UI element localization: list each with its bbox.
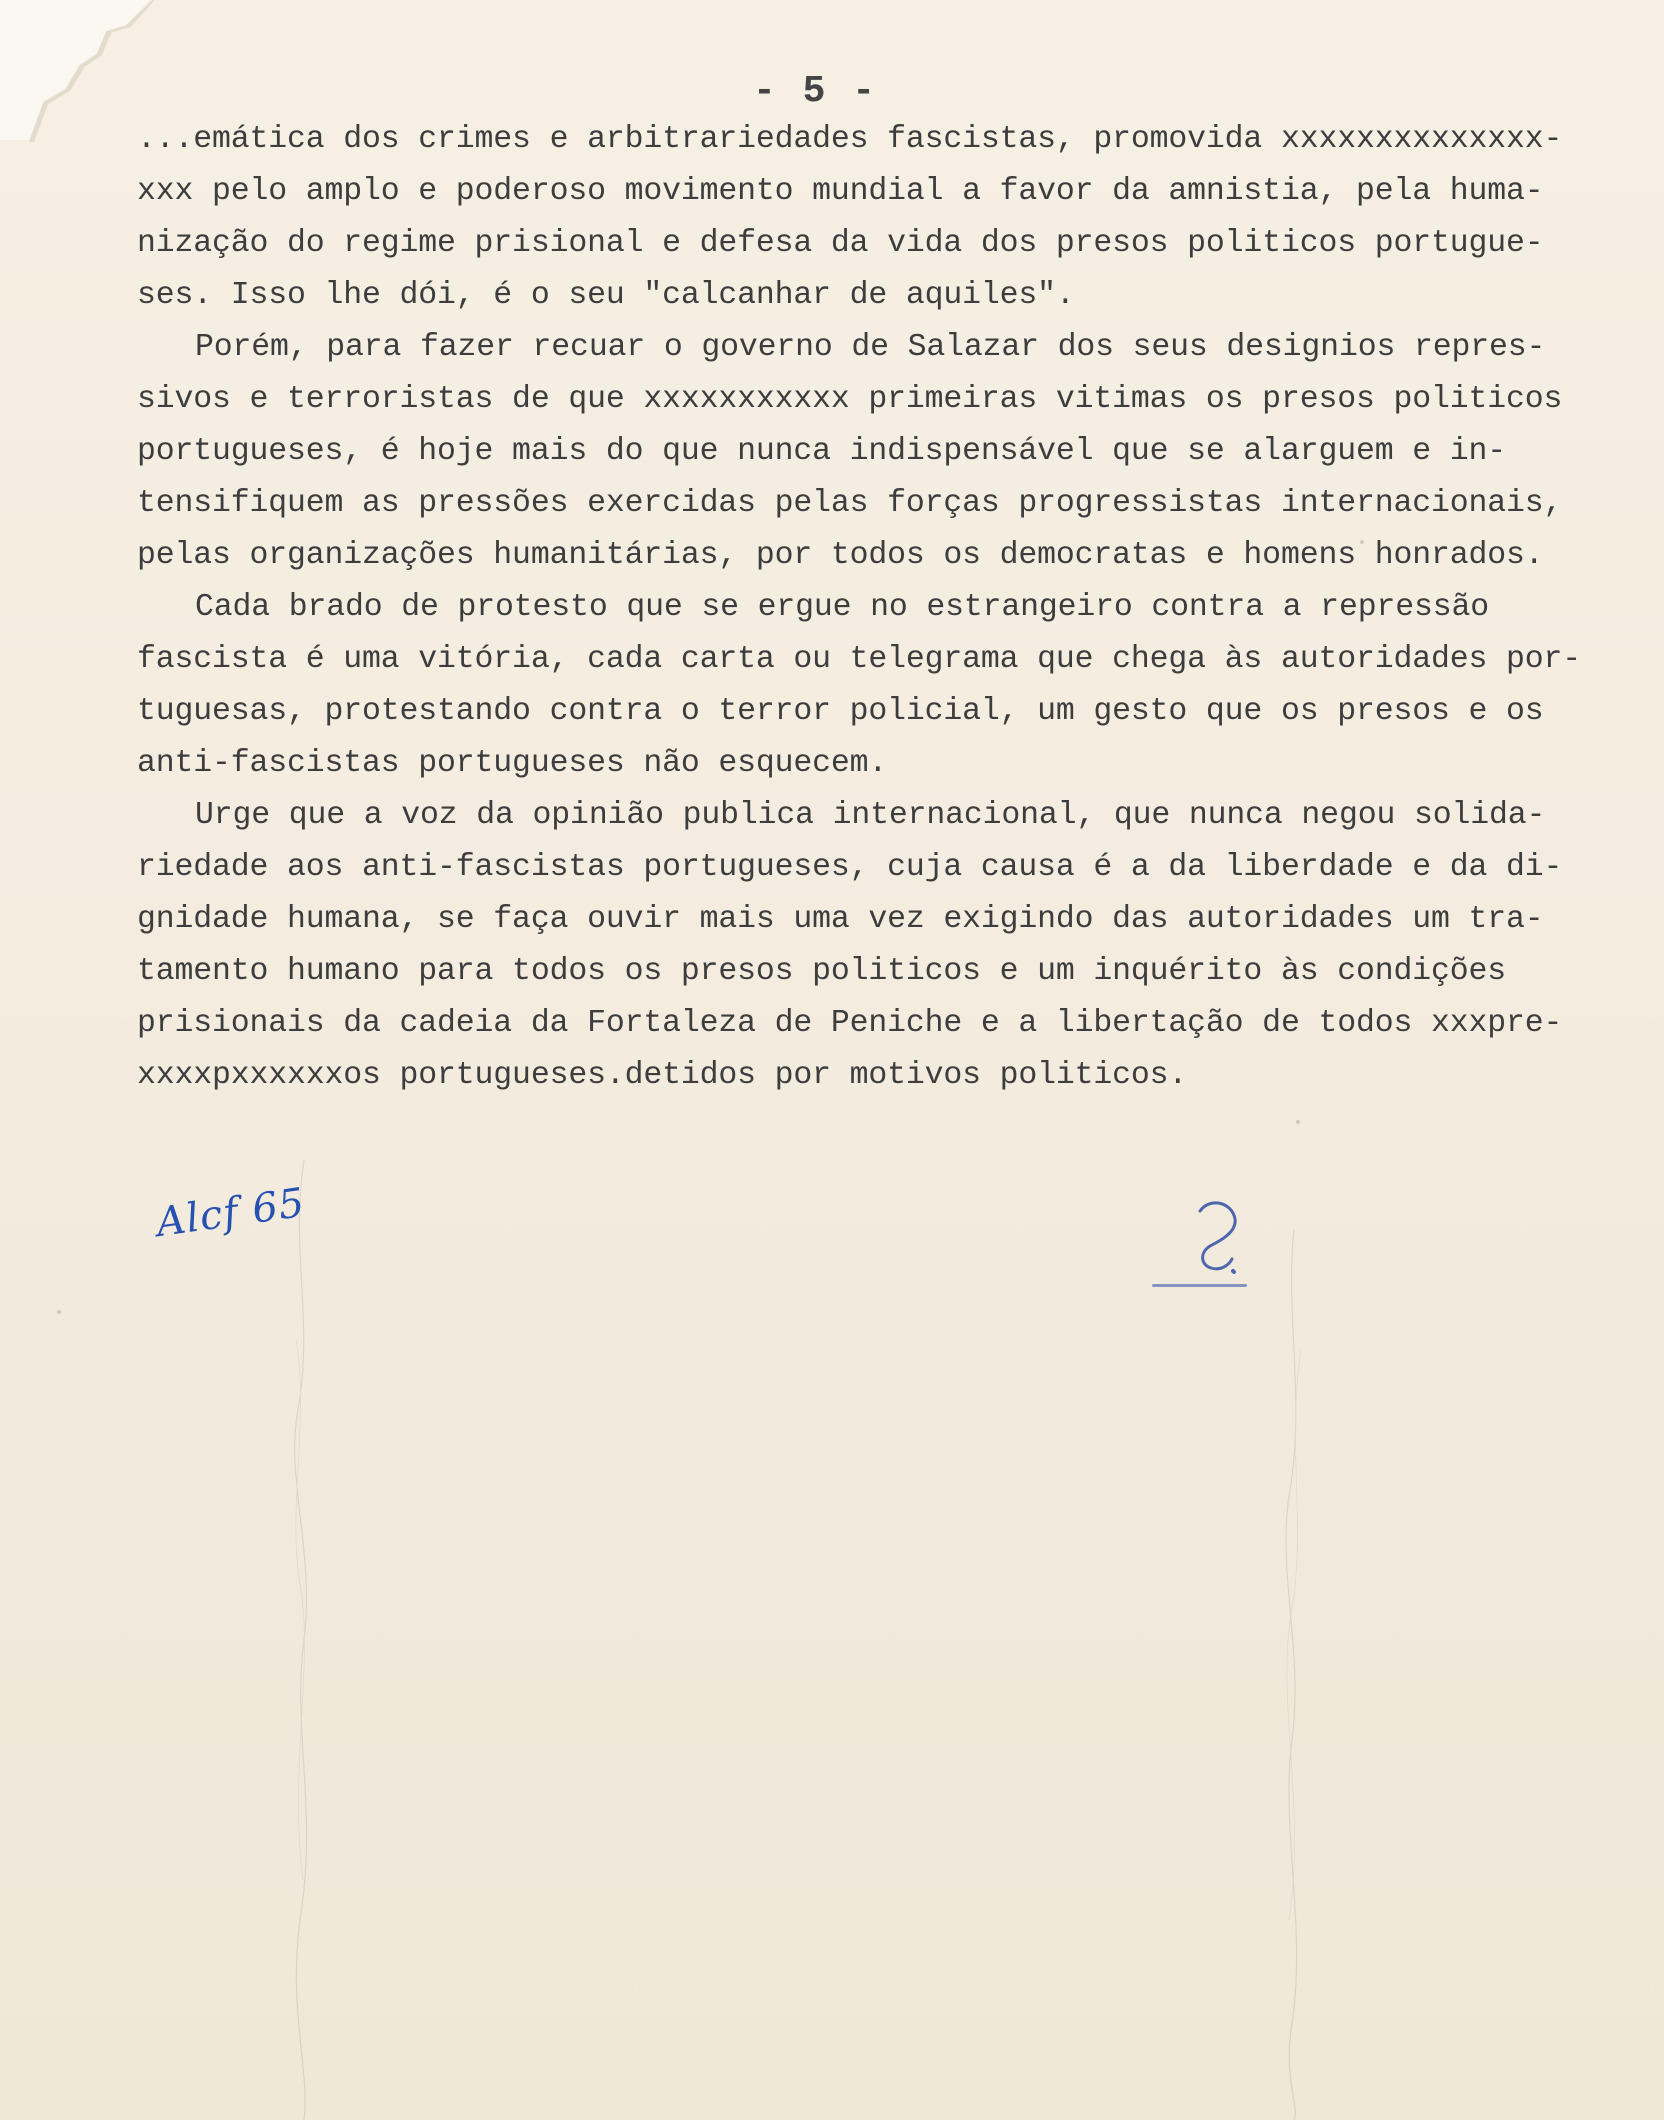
body-line: prisionais da cadeia da Fortaleza de Peniche e a libertação de todos xxxpre- (137, 1006, 1563, 1041)
typed-body (137, 114, 1647, 1102)
body-line: sivos e terroristas de que xxxxxxxxxxx primeiras vitimas os presos politicos (137, 382, 1563, 417)
paragraph-4 (137, 790, 1647, 1102)
body-line: pelas organizações humanitárias, por todos os democratas e homens honrados. (137, 538, 1544, 573)
paragraph-1 (137, 114, 1647, 322)
body-line: fascista é uma vitória, cada carta ou telegrama que chega às autoridades por- (137, 642, 1581, 677)
body-line: tensifiquem as pressões exercidas pelas forças progressistas internacionais, (137, 486, 1563, 521)
body-line: anti-fascistas portugueses não esquecem. (137, 746, 888, 781)
paper-crease-left (280, 1160, 328, 2120)
handwritten-note: Alcf 65 (153, 1179, 308, 1247)
paper-crease-right (1270, 1230, 1318, 2120)
body-line: nização do regime prisional e defesa da vida dos presos politicos portugue- (137, 226, 1544, 261)
body-line: tuguesas, protestando contra o terror policial, um gesto que os presos e os (137, 694, 1544, 729)
body-line: tamento humano para todos os presos politicos e um inquérito às condições (137, 954, 1506, 989)
paper-speck (57, 1310, 61, 1314)
body-line: Urge que a voz da opinião publica internacional, que nunca negou solida- (195, 798, 1546, 833)
body-line: ...emática dos crimes e arbitrariedades fascistas, promovida xxxxxxxxxxxxxx- (137, 122, 1563, 157)
paragraph-2 (137, 322, 1647, 582)
signature-mark (1172, 1201, 1266, 1283)
body-line: xxx pelo amplo e poderoso movimento mundial a favor da amnistia, pela huma- (137, 174, 1544, 209)
paragraph-3 (137, 582, 1647, 790)
body-line: gnidade humana, se faça ouvir mais uma vez exigindo das autoridades um tra- (137, 902, 1544, 937)
paper-speck (1296, 1120, 1300, 1124)
body-line: Cada brado de protesto que se ergue no estrangeiro contra a repressão (195, 590, 1489, 625)
body-line: xxxxpxxxxxxos portugueses.detidos por motivos politicos. (137, 1058, 1188, 1093)
page-number: - 5 - (752, 70, 878, 113)
body-line: Porém, para fazer recuar o governo de Salazar dos seus designios repres- (195, 330, 1546, 365)
body-line: ses. Isso lhe dói, é o seu "calcanhar de aquiles". (137, 278, 1075, 313)
body-line: riedade aos anti-fascistas portugueses, cuja causa é a da liberdade e da di- (137, 850, 1563, 885)
body-line: portugueses, é hoje mais do que nunca indispensável que se alarguem e in- (137, 434, 1506, 469)
signature-underline (1152, 1284, 1247, 1287)
paper-speck (1360, 540, 1364, 544)
